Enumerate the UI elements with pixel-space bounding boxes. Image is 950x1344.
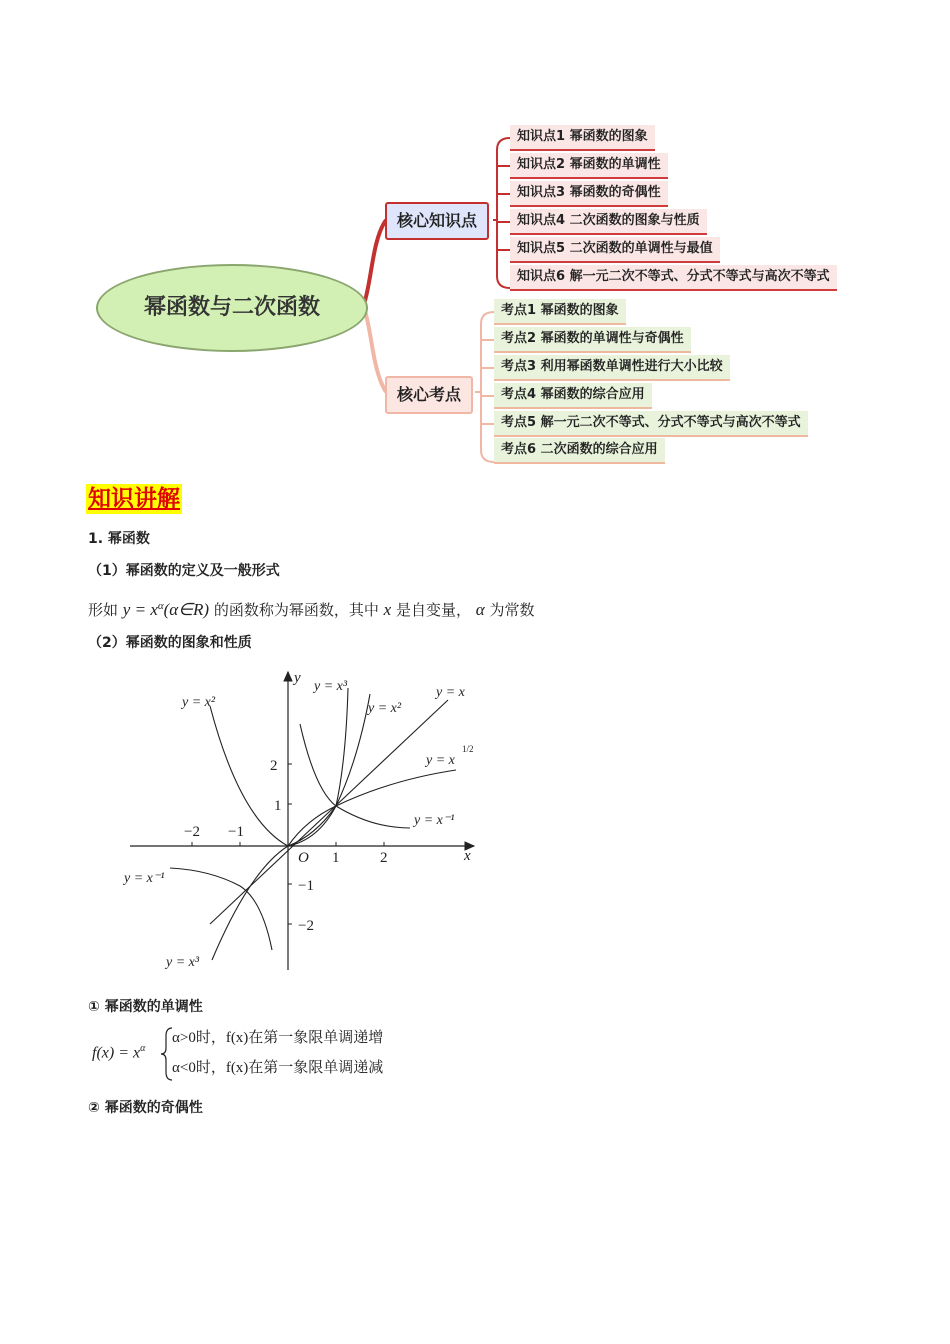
knowledge-item-5: 知识点5 二次函数的单调性与最值 (510, 237, 720, 263)
tick-y-neg1: −1 (298, 878, 314, 894)
label-inverse-right: y = x⁻¹ (414, 813, 455, 828)
hub-core-exam: 核心考点 (385, 376, 473, 414)
label-identity: y = x (436, 685, 465, 700)
curve-x-squared-right (288, 694, 370, 846)
tick-x-neg1: −1 (228, 824, 244, 840)
label-x-squared-right: y = x² (368, 701, 402, 716)
mono-case-decreasing: α<0时，f(x)在第一象限单调递减 (172, 1060, 384, 1076)
label-x-cubed-bottom: y = x³ (166, 955, 200, 970)
exam-item-5: 考点5 解一元二次不等式、分式不等式与高次不等式 (494, 411, 808, 437)
section-title: 知识讲解 (88, 486, 180, 512)
label-sqrt: y = x (426, 753, 455, 768)
hub-core-knowledge: 核心知识点 (385, 202, 489, 240)
exam-item-1: 考点1 幂函数的图象 (494, 299, 626, 325)
mono-case-increasing: α>0时，f(x)在第一象限单调递增 (172, 1030, 384, 1046)
label-inverse-left: y = x⁻¹ (124, 871, 165, 886)
def-mid: 的函数称为幂函数，其中 (213, 601, 379, 619)
exam-item-6: 考点6 二次函数的综合应用 (494, 438, 665, 464)
knowledge-item-2: 知识点2 幂函数的单调性 (510, 153, 668, 179)
tick-x-2: 2 (380, 850, 388, 866)
tick-y-1: 1 (274, 798, 282, 814)
mindmap-root: 幂函数与二次函数 (96, 264, 368, 352)
exam-item-4: 考点4 幂函数的综合应用 (494, 383, 652, 409)
def-post: 为常数 (489, 601, 535, 619)
heading-definition: （1）幂函数的定义及一般形式 (88, 563, 280, 579)
exam-item-2: 考点2 幂函数的单调性与奇偶性 (494, 327, 691, 353)
def-variable: x (383, 600, 392, 619)
axis-label-y: y (294, 670, 301, 686)
mindmap-connectors (0, 0, 950, 480)
def-pre: 形如 (88, 601, 119, 619)
def-formula: y = x (122, 600, 158, 619)
heading-monotonicity: ① 幂函数的单调性 (88, 999, 203, 1015)
tick-x-1: 1 (332, 850, 340, 866)
def-exponent: α (157, 600, 164, 612)
tick-y-2: 2 (270, 758, 278, 774)
label-x-squared-left: y = x² (182, 695, 216, 710)
mono-lhs-formula: f(x) = x (92, 1044, 141, 1062)
knowledge-item-6: 知识点6 解一元二次不等式、分式不等式与高次不等式 (510, 265, 837, 291)
definition-paragraph (88, 599, 535, 620)
def-mid2: 是自变量， (396, 601, 472, 619)
tick-x-neg2: −2 (184, 824, 200, 840)
heading-power-function: 1. 幂函数 (88, 531, 150, 547)
power-function-graph (110, 660, 490, 980)
origin-label: O (298, 850, 309, 866)
heading-parity: ② 幂函数的奇偶性 (88, 1100, 203, 1116)
knowledge-item-1: 知识点1 幂函数的图象 (510, 125, 655, 151)
tick-y-neg2: −2 (298, 918, 314, 934)
curve-x-squared-left (210, 706, 288, 846)
curve-inverse-right (300, 724, 410, 828)
def-constant: α (475, 600, 485, 619)
label-sqrt-exponent: 1/2 (462, 744, 474, 754)
knowledge-item-3: 知识点3 幂函数的奇偶性 (510, 181, 668, 207)
mono-lhs (92, 1043, 145, 1062)
mono-lhs-exponent: α (140, 1043, 146, 1054)
label-x-cubed: y = x³ (314, 679, 348, 694)
knowledge-item-4: 知识点4 二次函数的图象与性质 (510, 209, 707, 235)
axis-label-x: x (464, 848, 471, 864)
exam-item-3: 考点3 利用幂函数单调性进行大小比较 (494, 355, 730, 381)
heading-graph-properties: （2）幂函数的图象和性质 (88, 635, 252, 651)
def-condition: (α∈R) (163, 600, 210, 619)
